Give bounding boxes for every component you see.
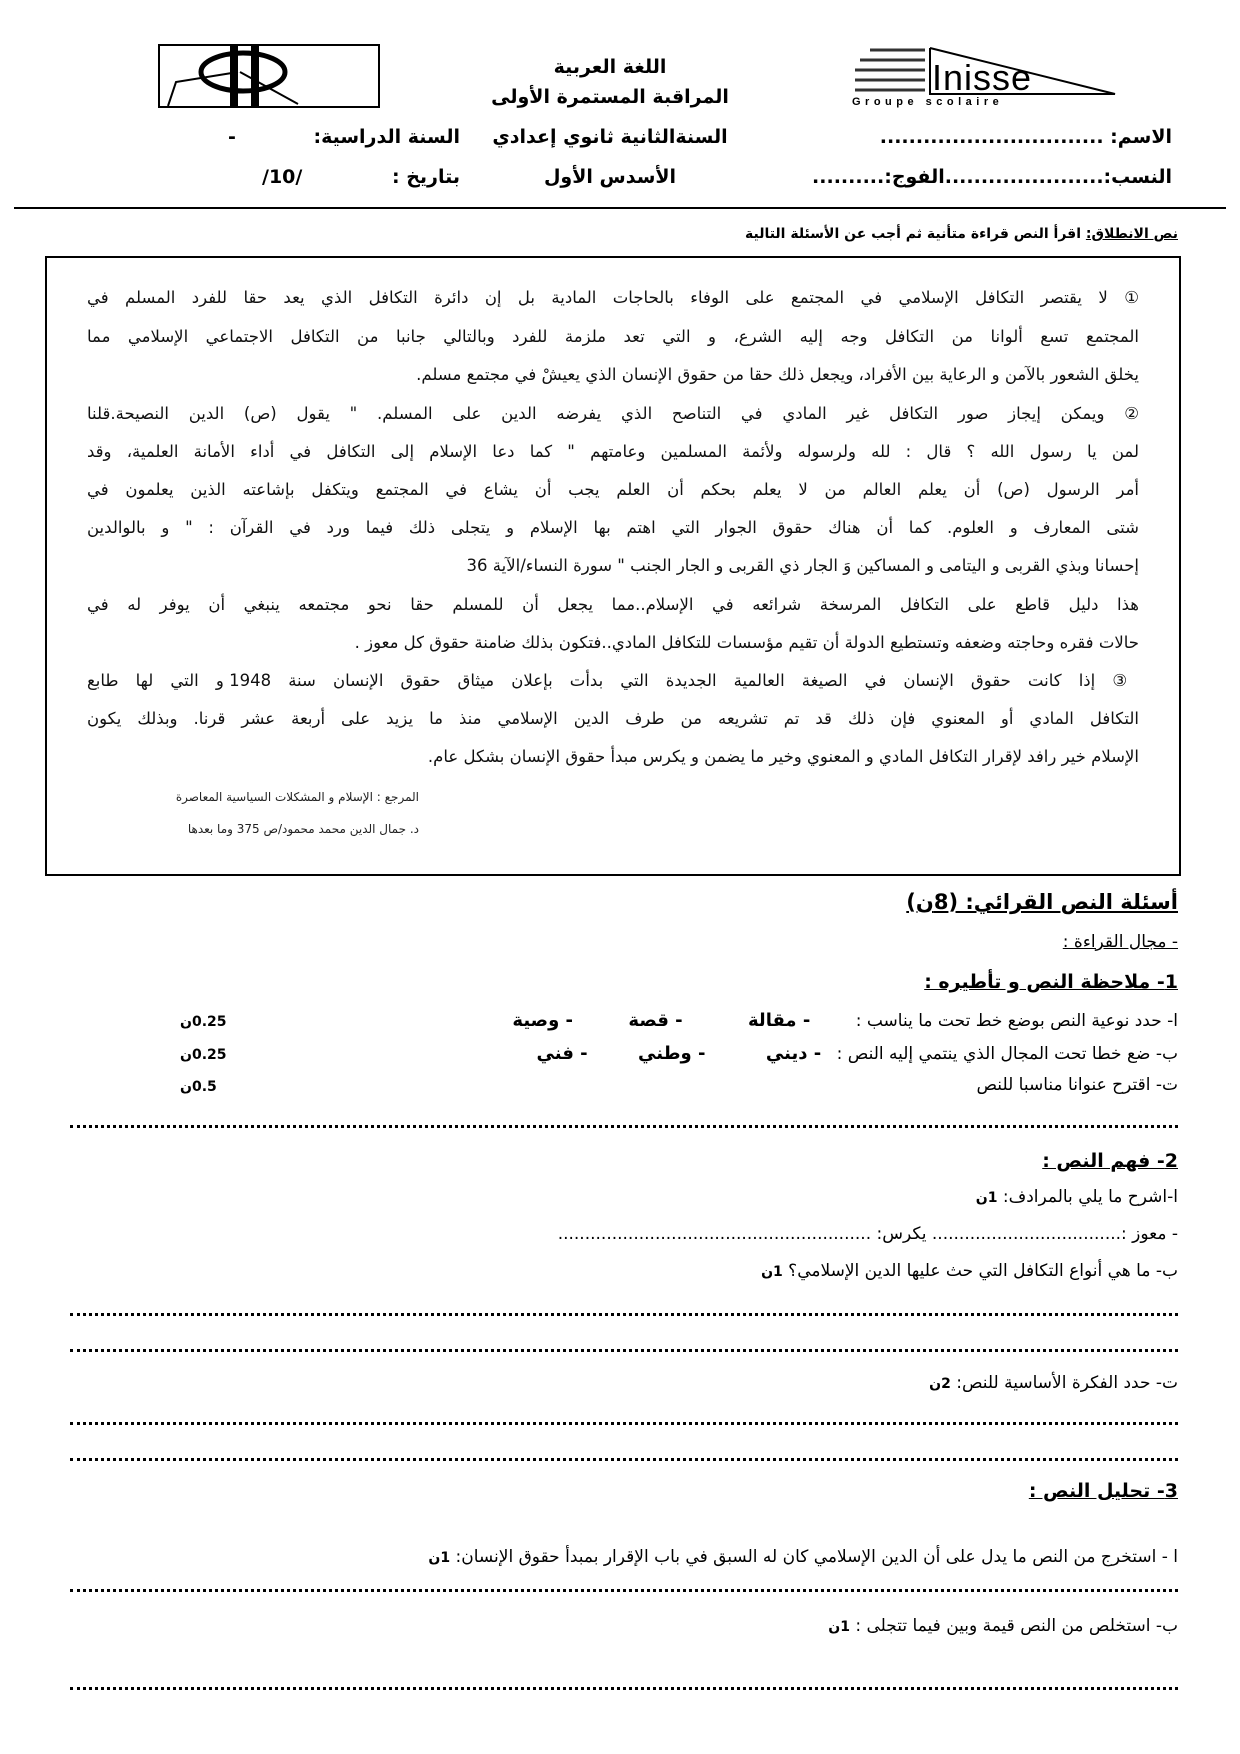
answer-line[interactable] [70,1125,1178,1128]
option-national[interactable]: - وطني [638,1043,706,1064]
school-year-label: السنة الدراسية: [313,126,460,148]
inisse-logo [850,46,1150,108]
passage-line: أمر الرسول (ص) أن يعلم العالم من لا يعلم بحكم أن العلم يجب أن يشاع في المجتمع ويتكفل بإشاعته الذين يعلمون في [87,480,1139,499]
question-2b [761,1261,1178,1281]
date-label: بتاريخ : [391,166,460,188]
question-2c [929,1373,1178,1393]
question-text: ب- ما هي أنواع التكافل التي حث عليها الدين الإسلامي؟ [788,1261,1178,1281]
exam-title: المراقبة المستمرة الأولى [491,86,729,108]
question-text: ب- ضع خطا تحت المجال الذي ينتمي إليه النص : [836,1044,1178,1064]
answer-line[interactable] [70,1313,1178,1316]
mark-1a: 0.25ن [180,1014,227,1030]
student-name-field[interactable]: الاسم: ............................... [879,126,1172,148]
passage-line: شتى المعارف و العلوم. كما أن هناك حقوق الجوار التي اهتم بها الإسلام و يتجلى ذلك فيما ورد في القرآن : " و بالوالدين [87,518,1139,537]
instruction-label: نص الانطلاق: [1085,226,1178,242]
mark-2c: 2ن [929,1376,951,1392]
question-3b [828,1616,1178,1636]
option-article[interactable]: - مقالة [748,1010,811,1031]
mark-3a: 1ن [428,1550,451,1566]
mark-1c: 0.5ن [180,1079,217,1095]
passage-reference-author: د. جمال الدين محمد محمود/ص 375 وما بعدها [187,822,419,836]
section1-title: 1- ملاحظة النص و تأطيره : [924,971,1178,993]
answer-line[interactable] [70,1589,1178,1592]
section2-title: 2- فهم النص : [1042,1150,1178,1172]
logo-text: Inisse [932,57,1033,98]
option-will[interactable]: - وصية [512,1010,574,1031]
passage-box [45,256,1181,876]
option-religious[interactable]: - ديني [765,1043,822,1064]
passage-line: ② ويمكن إيجاز صور التكافل غير المادي في التناصح الذي يفرضه الدين على المسلم. " يقول (ص) الدين النصيحة.قلنا [87,404,1139,423]
passage-line: التكافل المادي أو المعنوي فإن ذلك قد تم تشريعه من طرف الدين الإسلامي منذ ما يزيد على أربعة عشر قرنا. وبذلك يكون [87,709,1139,728]
school-year-value[interactable]: - [228,126,236,148]
answer-line[interactable] [70,1349,1178,1352]
section3-title: 3- تحليل النص : [1028,1480,1178,1502]
mark-1b: 0.25ن [180,1047,227,1063]
question-1c: ت- اقترح عنوانا مناسبا للنص [976,1075,1178,1095]
question-text: ا- حدد نوعية النص بوضع خط تحت ما يناسب : [855,1011,1178,1031]
passage-line: الإسلام خير رافد لإقرار التكافل المادي و المعنوي وخير ما يضمن و يكرس مبدأ حقوق الإنسان بشكل عام. [427,747,1139,766]
passage-line: لمن يا رسول الله ؟ قال : لله ولرسوله ولأئمة المسلمين وعامتهم " كما دعا الإسلام إلى التكافل في أداء الأمانة العلمية، وقد [87,442,1139,461]
instruction-text: اقرأ النص قراءة متأنية ثم أجب عن الأسئلة التالية [744,226,1086,242]
header-divider [14,207,1226,209]
question-text: ا-اشرح ما يلي بالمرادف: [1002,1187,1178,1207]
question-text: ب- استخلص من النص قيمة وبين فيما تتجلى : [855,1616,1178,1636]
semester: الأسدس الأول [543,166,677,188]
questions-title: أسئلة النص القرائي: (8ن) [906,890,1178,914]
question-2a [976,1187,1178,1207]
passage-line: ③ إذا كانت حقوق الإنسان في الصيغة العالمية الجديدة التي بدأت بإعلان ميثاق حقوق الإنسان سنة 1948 و التي لها طابع [87,671,1139,690]
question-3a [428,1547,1178,1567]
school-emblem-logo [158,44,380,108]
passage-line: ① لا يقتصر التكافل الإسلامي في المجتمع على الوفاء بالحاجات المادية بل إن دائرة التكافل الذي يعد حقا للفرد المسلم في [87,288,1139,307]
grade-level: السنةالثانية ثانوي إعدادي [492,126,728,148]
option-artistic[interactable]: - فني [536,1043,588,1064]
vocabulary-answers[interactable]: - معوز :................................... يكرس: .......................................................... [557,1224,1178,1244]
passage-line: إحسانا وبذي القربى و اليتامى و المساكين وَ الجار ذي القربى و الجار الجنب " سورة النساء/الآية 36 [466,556,1139,575]
answer-line[interactable] [70,1422,1178,1425]
passage-line: المجتمع تسع ألوانا من التكافل وجه إليه الشرع، و التي تعد ملزمة للفرد وبالتالي جانبا من التكافل الاجتماعي الإسلامي مما [87,327,1139,346]
passage-reference-title: المرجع : الإسلام و المشكلات السياسية المعاصرة [175,790,419,804]
reading-domain-heading: - مجال القراءة : [1062,932,1178,952]
question-text: ت- حدد الفكرة الأساسية للنص: [956,1373,1178,1393]
passage-line: حالات فقره وحاجته وضعفه وتستطيع الدولة أن تقيم مؤسسات للتكافل المادي..فتكون بذلك ضامنة حقوق كل معوز . [354,633,1139,652]
mark-2a: 1ن [975,1190,998,1206]
answer-line[interactable] [70,1458,1178,1461]
mark-2b: 1ن [761,1264,783,1280]
question-1a [512,1010,1178,1031]
passage-line: هذا دليل قاطع على التكافل المرسخة شرائعه في الإسلام..مما يجعل أن للمسلم حقا نحو مجتمعه ينبغي أن يوفر له في [87,595,1139,614]
logo-subtext: Groupe scolaire [852,96,1004,108]
lineage-group-field[interactable]: النسب:......................الفوج:.......... [812,166,1172,188]
passage-line: يخلق الشعور بالآمن و الرعاية بين الأفراد، ويجعل ذلك حقا من حقوق الإنسان الذي يعيشْ في مجتمع مسلم. [416,365,1139,384]
answer-line[interactable] [70,1687,1178,1690]
mark-3b: 1ن [828,1619,850,1635]
question-text: ا - استخرج من النص ما يدل على أن الدين الإسلامي كان له السبق في باب الإقرار بمبدأ حقوق الإنسان: [455,1547,1178,1567]
question-1b [537,1043,1178,1064]
subject-title: اللغة العربية [553,56,667,78]
instruction [745,226,1178,242]
date-value[interactable]: /10/ [262,166,303,188]
option-story[interactable]: - قصة [628,1010,683,1031]
